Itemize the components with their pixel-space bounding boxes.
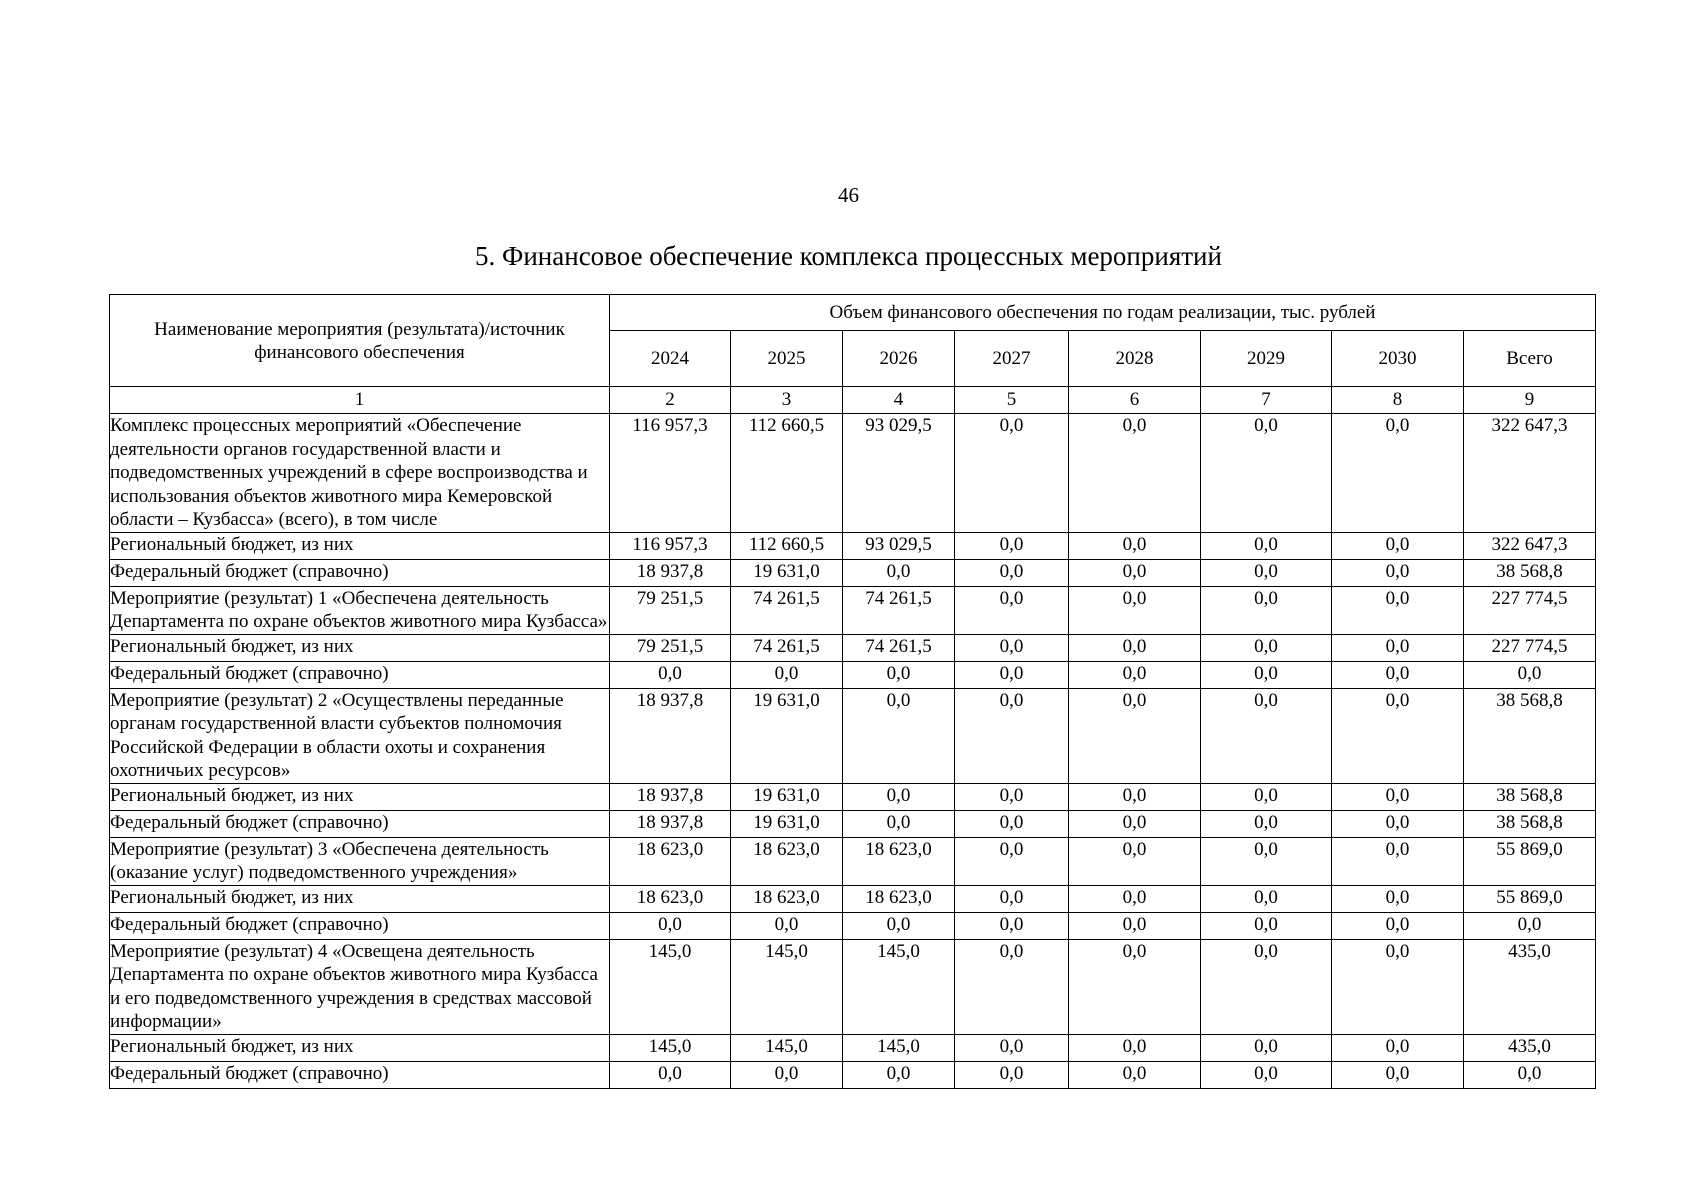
row-year-value: 0,0 — [1201, 559, 1332, 586]
row-year-value: 0,0 — [1201, 532, 1332, 559]
row-year-value: 0,0 — [1069, 810, 1201, 837]
table-row — [110, 586, 1596, 634]
table-row — [110, 783, 1596, 810]
row-year-value: 0,0 — [610, 661, 731, 688]
row-year-value: 0,0 — [955, 586, 1069, 634]
table-row — [110, 559, 1596, 586]
row-year-value: 0,0 — [1332, 885, 1464, 912]
row-year-value: 0,0 — [1332, 634, 1464, 661]
row-year-value: 112 660,5 — [731, 414, 843, 533]
row-year-value: 0,0 — [1201, 1034, 1332, 1061]
row-total-value: 0,0 — [1464, 661, 1596, 688]
row-year-value: 145,0 — [843, 939, 955, 1034]
row-year-value: 18 937,8 — [610, 810, 731, 837]
header-row — [110, 295, 1596, 331]
row-year-value: 0,0 — [1201, 1061, 1332, 1088]
year-header: 2024 — [610, 331, 731, 387]
table-row — [110, 1061, 1596, 1088]
row-year-value: 19 631,0 — [731, 688, 843, 783]
row-total-value: 38 568,8 — [1464, 688, 1596, 783]
column-number: 3 — [731, 387, 843, 414]
row-total-value: 322 647,3 — [1464, 532, 1596, 559]
row-year-value: 145,0 — [731, 939, 843, 1034]
table-row — [110, 634, 1596, 661]
row-year-value: 0,0 — [1069, 837, 1201, 885]
row-year-value: 0,0 — [1332, 661, 1464, 688]
row-year-value: 0,0 — [843, 783, 955, 810]
row-year-value: 0,0 — [731, 661, 843, 688]
row-year-value: 0,0 — [1332, 837, 1464, 885]
row-year-value: 0,0 — [955, 1061, 1069, 1088]
column-number: 1 — [110, 387, 610, 414]
row-year-value: 0,0 — [843, 688, 955, 783]
row-year-value: 18 937,8 — [610, 783, 731, 810]
row-year-value: 0,0 — [843, 810, 955, 837]
row-year-value: 0,0 — [955, 885, 1069, 912]
row-year-value: 0,0 — [1332, 559, 1464, 586]
row-total-value: 55 869,0 — [1464, 837, 1596, 885]
row-year-value: 0,0 — [1069, 1034, 1201, 1061]
row-year-value: 0,0 — [1069, 939, 1201, 1034]
row-year-value: 145,0 — [731, 1034, 843, 1061]
row-year-value: 79 251,5 — [610, 586, 731, 634]
financing-table — [109, 294, 1596, 1089]
table-row — [110, 939, 1596, 1034]
row-year-value: 93 029,5 — [843, 532, 955, 559]
row-year-value: 18 623,0 — [610, 837, 731, 885]
row-year-value: 0,0 — [843, 912, 955, 939]
row-year-value: 0,0 — [1332, 1034, 1464, 1061]
row-year-value: 18 937,8 — [610, 559, 731, 586]
table-row — [110, 1034, 1596, 1061]
row-year-value: 74 261,5 — [731, 634, 843, 661]
row-year-value: 74 261,5 — [843, 634, 955, 661]
row-label: Региональный бюджет, из них — [110, 885, 610, 912]
row-year-value: 0,0 — [955, 783, 1069, 810]
table-row — [110, 912, 1596, 939]
row-year-value: 116 957,3 — [610, 532, 731, 559]
row-year-value: 0,0 — [610, 912, 731, 939]
row-year-value: 0,0 — [955, 661, 1069, 688]
total-header: Всего — [1464, 331, 1596, 387]
row-year-value: 19 631,0 — [731, 810, 843, 837]
column-number: 4 — [843, 387, 955, 414]
row-year-value: 0,0 — [1201, 837, 1332, 885]
year-header: 2030 — [1332, 331, 1464, 387]
row-year-value: 145,0 — [610, 939, 731, 1034]
table-row — [110, 885, 1596, 912]
row-year-value: 19 631,0 — [731, 783, 843, 810]
row-year-value: 0,0 — [1069, 586, 1201, 634]
year-header: 2026 — [843, 331, 955, 387]
row-year-value: 74 261,5 — [843, 586, 955, 634]
row-year-value: 79 251,5 — [610, 634, 731, 661]
year-header: 2025 — [731, 331, 843, 387]
row-label: Региональный бюджет, из них — [110, 783, 610, 810]
row-year-value: 145,0 — [610, 1034, 731, 1061]
row-year-value: 18 623,0 — [731, 885, 843, 912]
column-number: 7 — [1201, 387, 1332, 414]
row-year-value: 0,0 — [955, 939, 1069, 1034]
row-label: Федеральный бюджет (справочно) — [110, 912, 610, 939]
row-year-value: 18 623,0 — [610, 885, 731, 912]
row-year-value: 0,0 — [955, 912, 1069, 939]
row-total-value: 55 869,0 — [1464, 885, 1596, 912]
row-year-value: 0,0 — [843, 661, 955, 688]
row-year-value: 0,0 — [1332, 688, 1464, 783]
row-year-value: 0,0 — [1069, 912, 1201, 939]
table-row — [110, 532, 1596, 559]
column-number: 5 — [955, 387, 1069, 414]
row-label: Региональный бюджет, из них — [110, 1034, 610, 1061]
row-year-value: 0,0 — [1201, 661, 1332, 688]
row-year-value: 0,0 — [1069, 783, 1201, 810]
column-number: 9 — [1464, 387, 1596, 414]
year-header: 2029 — [1201, 331, 1332, 387]
row-year-value: 0,0 — [1201, 912, 1332, 939]
row-year-value: 0,0 — [1201, 783, 1332, 810]
row-year-value: 93 029,5 — [843, 414, 955, 533]
row-label: Региональный бюджет, из них — [110, 634, 610, 661]
row-label: Мероприятие (результат) 4 «Освещена деятельность Департамента по охране объектов животного мира Кузбасса и его подведомственного учреждения в средствах массовой информации» — [110, 939, 610, 1034]
row-year-value: 0,0 — [1332, 783, 1464, 810]
row-year-value: 116 957,3 — [610, 414, 731, 533]
row-year-value: 0,0 — [955, 688, 1069, 783]
row-year-value: 0,0 — [610, 1061, 731, 1088]
row-year-value: 0,0 — [1201, 939, 1332, 1034]
row-year-value: 0,0 — [1069, 661, 1201, 688]
row-year-value: 0,0 — [955, 634, 1069, 661]
page-number: 46 — [838, 183, 859, 207]
row-year-value: 18 623,0 — [731, 837, 843, 885]
row-year-value: 18 623,0 — [843, 885, 955, 912]
row-total-value: 0,0 — [1464, 912, 1596, 939]
volume-header: Объем финансового обеспечения по годам реализации, тыс. рублей — [610, 295, 1596, 331]
row-total-value: 322 647,3 — [1464, 414, 1596, 533]
row-total-value: 38 568,8 — [1464, 810, 1596, 837]
row-label: Мероприятие (результат) 1 «Обеспечена деятельность Департамента по охране объектов животного мира Кузбасса» — [110, 586, 610, 634]
row-year-value: 0,0 — [731, 912, 843, 939]
row-label: Федеральный бюджет (справочно) — [110, 1061, 610, 1088]
column-number-row — [110, 387, 1596, 414]
row-total-value: 38 568,8 — [1464, 559, 1596, 586]
row-year-value: 0,0 — [843, 559, 955, 586]
row-year-value: 0,0 — [955, 414, 1069, 533]
row-year-value: 0,0 — [1069, 559, 1201, 586]
row-label: Федеральный бюджет (справочно) — [110, 810, 610, 837]
row-year-value: 0,0 — [1069, 634, 1201, 661]
row-year-value: 0,0 — [1201, 586, 1332, 634]
row-year-value: 0,0 — [731, 1061, 843, 1088]
row-year-value: 0,0 — [955, 532, 1069, 559]
row-year-value: 0,0 — [843, 1061, 955, 1088]
row-total-value: 227 774,5 — [1464, 634, 1596, 661]
row-year-value: 0,0 — [1332, 939, 1464, 1034]
row-total-value: 227 774,5 — [1464, 586, 1596, 634]
row-year-value: 0,0 — [955, 837, 1069, 885]
column-number: 2 — [610, 387, 731, 414]
row-year-value: 0,0 — [955, 810, 1069, 837]
row-year-value: 74 261,5 — [731, 586, 843, 634]
row-year-value: 0,0 — [1069, 885, 1201, 912]
row-year-value: 0,0 — [1069, 414, 1201, 533]
row-year-value: 18 937,8 — [610, 688, 731, 783]
table-row — [110, 414, 1596, 533]
row-year-value: 0,0 — [1332, 912, 1464, 939]
row-year-value: 0,0 — [1201, 885, 1332, 912]
row-total-value: 435,0 — [1464, 939, 1596, 1034]
row-year-value: 0,0 — [1201, 810, 1332, 837]
row-total-value: 38 568,8 — [1464, 783, 1596, 810]
row-total-value: 435,0 — [1464, 1034, 1596, 1061]
table-row — [110, 837, 1596, 885]
row-label: Мероприятие (результат) 2 «Осуществлены переданные органам государственной власти субъектов полномочия Российской Федерации в области охоты и сохранения охотничьих ресурсов» — [110, 688, 610, 783]
row-label: Региональный бюджет, из них — [110, 532, 610, 559]
row-year-value: 0,0 — [1069, 1061, 1201, 1088]
row-year-value: 19 631,0 — [731, 559, 843, 586]
table-row — [110, 688, 1596, 783]
row-year-value: 0,0 — [955, 559, 1069, 586]
row-year-value: 0,0 — [1332, 532, 1464, 559]
row-label: Федеральный бюджет (справочно) — [110, 559, 610, 586]
year-header: 2027 — [955, 331, 1069, 387]
table-row — [110, 661, 1596, 688]
row-year-value: 0,0 — [1069, 532, 1201, 559]
row-year-value: 0,0 — [955, 1034, 1069, 1061]
row-year-value: 0,0 — [1332, 1061, 1464, 1088]
year-header: 2028 — [1069, 331, 1201, 387]
row-year-value: 0,0 — [1332, 810, 1464, 837]
row-label: Комплекс процессных мероприятий «Обеспечение деятельности органов государственной власти и подведомственных учреждений в сфере воспроизводства и использования объектов животного мира Кемеровской области – Кузбасса» (всего), в том числе — [110, 414, 610, 533]
name-column-header: Наименование мероприятия (результата)/источник финансового обеспечения — [110, 295, 610, 387]
row-label: Мероприятие (результат) 3 «Обеспечена деятельность (оказание услуг) подведомственного учреждения» — [110, 837, 610, 885]
document-title: 5. Финансовое обеспечение комплекса процессных мероприятий — [475, 241, 1222, 271]
row-year-value: 0,0 — [1201, 414, 1332, 533]
table-row — [110, 810, 1596, 837]
row-year-value: 0,0 — [1332, 586, 1464, 634]
row-label: Федеральный бюджет (справочно) — [110, 661, 610, 688]
column-number: 8 — [1332, 387, 1464, 414]
row-year-value: 18 623,0 — [843, 837, 955, 885]
column-number: 6 — [1069, 387, 1201, 414]
row-year-value: 145,0 — [843, 1034, 955, 1061]
row-year-value: 0,0 — [1201, 634, 1332, 661]
row-year-value: 112 660,5 — [731, 532, 843, 559]
row-year-value: 0,0 — [1069, 688, 1201, 783]
row-total-value: 0,0 — [1464, 1061, 1596, 1088]
row-year-value: 0,0 — [1332, 414, 1464, 533]
row-year-value: 0,0 — [1201, 688, 1332, 783]
